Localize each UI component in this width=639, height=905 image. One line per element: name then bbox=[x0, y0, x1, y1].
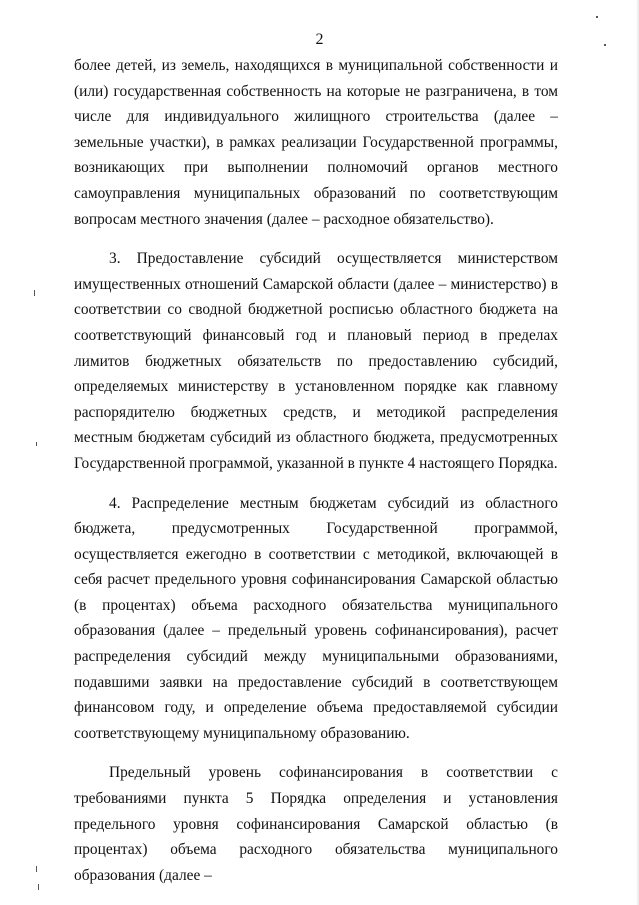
scan-speck bbox=[38, 884, 39, 890]
scan-speck bbox=[36, 866, 37, 872]
paragraph-continuation: более детей, из земель, находящихся в муниципальной собственности и (или) государственная собственность на которые не разграничена, в том числе для индивидуального жилищного строительства (далее – земельные участки), в рамках реализации Государственной программы, возникающих при выполнении полномочий органов местного самоуправления муниципальных образований по соответствующим вопросам местного значения (далее – расходное обязательство). bbox=[74, 57, 558, 228]
paragraph-point-4: 4. Распределение местным бюджетам субсидий из областного бюджета, предусмотренных Государственной программой, осуществляется ежегодно в соответствии с методикой, включающей в себя расчет предельного уровня софинансирования Самарской областью (в процентах) объема расходного обязательства муниципального образования (далее – предельный уровень софинансирования), расчет распределения субсидий между муниципальными образованиями, подавшими заявки на предоставление субсидий в соответствующем финансовом году, и определение объема предоставляемой субсидии соответствующему муниципальному образованию. bbox=[74, 494, 558, 742]
document-body bbox=[74, 53, 558, 888]
scan-speck bbox=[36, 442, 37, 446]
paragraph-point-3: 3. Предоставление субсидий осуществляется министерством имущественных отношений Самарской области (далее – министерство) в соответствии со сводной бюджетной росписью областного бюджета на соответствующий финансовый год и плановый период в пределах лимитов бюджетных обязательств по предоставлению субсидий, определяемых министерству в установленном порядке как главному распорядителю бюджетных средств, и методикой распределения местным бюджетам субсидий из областного бюджета, предусмотренных Государственной программой, указанной в пункте 4 настоящего Порядка. bbox=[74, 250, 558, 472]
page-number: 2 bbox=[315, 31, 324, 48]
paragraph-cofinancing-level: Предельный уровень софинансирования в соответствии с требованиями пункта 5 Порядка определения и установления предельного уровня софинансирования Самарской областью (в процентах) объема расходного обязательства муниципального образования (далее – bbox=[74, 764, 558, 884]
scan-speck bbox=[34, 290, 35, 296]
scan-speck bbox=[596, 16, 598, 18]
scan-speck bbox=[604, 44, 606, 46]
